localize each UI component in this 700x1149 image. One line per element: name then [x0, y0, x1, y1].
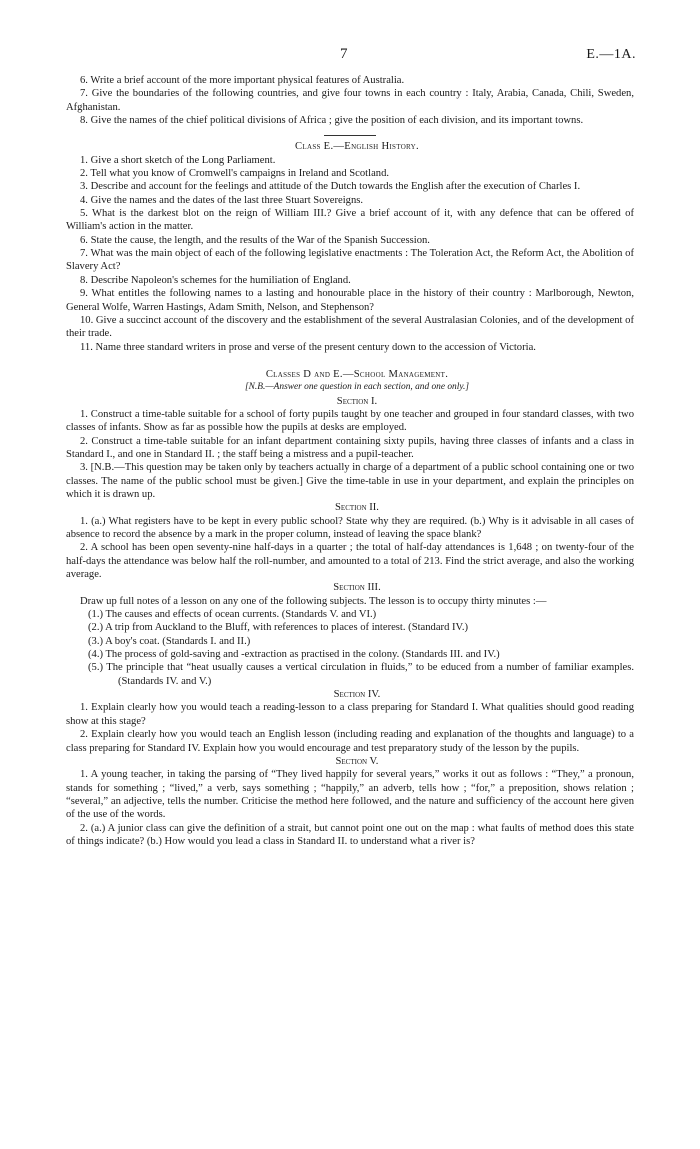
section-heading: Classes D and E.—School Management. — [265, 368, 449, 380]
subsection-title: Section V. — [335, 755, 379, 767]
question: 1. Construct a time-table suitable for a school of forty pupils taught by one teacher and grouped in four standard classes, with two classes of infants. Show as far as possible how the pupils at desks are employed. — [66, 408, 634, 434]
subsection-title: Section III. — [333, 582, 381, 594]
lesson-subject: (3.) A boy's coat. (Standards I. and II.) — [88, 635, 251, 647]
question: 2. Tell what you know of Cromwell's campaigns in Ireland and Scotland. — [80, 168, 390, 180]
question: 1. A young teacher, in taking the parsing of “They lived happily for several years,” works it out as follows : “They,” a pronoun, stands for something ; “lived,” a verb, says something ; “happily,” an adverb, tells how ; “for,” a preposition, shows relation ; “several,” an adjective, tells the number. Criticise the method here followed, and the nature and sufficiency of the account here given of the use of the words. — [66, 769, 634, 821]
question: 11. Name three standard writers in prose and verse of the present century down to the accession of Victoria. — [80, 341, 536, 353]
question: 9. What entitles the following names to a lasting and honourable place in the history of their country : Marlborough, Newton, General Wolfe, Warren Hastings, Adam Smith, Nelson, and Stephenson? — [66, 288, 634, 313]
geography-questions — [66, 74, 634, 127]
question: 6. Write a brief account of the more important physical features of Australia. — [80, 75, 405, 86]
question: 2. (a.) A junior class can give the definition of a strait, but cannot point one out on the map : what faults of method does this state of things indicate? (b.) How would you lead a class in Standard II. to understand what a river is? — [66, 822, 634, 847]
question: 5. What is the darkest blot on the reign of William III.? Give a brief account of it, with any defence that can be offered of William's action in the matter. — [66, 208, 634, 233]
management-section — [66, 368, 634, 848]
page-number: 7 — [340, 46, 348, 62]
question: 6. State the cause, the length, and the results of the War of the Spanish Succession. — [80, 234, 430, 246]
spacer — [66, 354, 634, 368]
lesson-subject: (4.) The process of gold-saving and -extraction as practised in the colony. (Standards III. and IV.) — [88, 649, 500, 661]
question: 3. [N.B.—This question may be taken only by teachers actually in charge of a department of a public school containing one or two classes. The name of the public school must be given.] Give the time-table in use in your department, and explain the principles on which it is drawn up. — [66, 462, 634, 500]
question: 10. Give a succinct account of the discovery and the establishment of the several Australasian Colonies, and of the development of their trade. — [66, 314, 634, 340]
instruction-note: [N.B.—Answer one question in each section, and one only.] — [245, 382, 469, 393]
question: 1. (a.) What registers have to be kept in every public school? State why they are required. (b.) Why is it advisable in all cases of absence to record the absence by a mark in the proper column, instead of leaving the space blank? — [66, 515, 634, 540]
lesson-subject: (5.) The principle that “heat usually causes a vertical circulation in fluids,” to be educed from a number of familiar examples. (Standards IV. and V.) — [88, 662, 634, 687]
question: 8. Describe Napoleon's schemes for the humiliation of England. — [80, 274, 351, 286]
document-body — [66, 74, 634, 848]
divider — [324, 135, 376, 136]
page-header — [66, 48, 634, 66]
lesson-subject: (2.) A trip from Auckland to the Bluff, with references to places of interest. (Standard IV.) — [88, 622, 468, 634]
history-section — [66, 140, 634, 354]
question: Draw up full notes of a lesson on any one of the following subjects. The lesson is to occupy thirty minutes :— — [80, 595, 547, 607]
subsection-title: Section II. — [335, 502, 379, 514]
question: 2. Construct a time-table suitable for an infant department containing sixty pupils, having three classes of infants and a class in Standard I., and one in Standard II. ; the staff being a mistress and a pupil-teacher. — [66, 435, 634, 460]
question: 8. Give the names of the chief political divisions of Africa ; give the position of each division, and its important towns. — [80, 115, 584, 127]
question: 4. Give the names and the dates of the last three Stuart Sovereigns. — [80, 194, 364, 206]
question: 7. Give the boundaries of the following countries, and give four towns in each country : Italy, Arabia, Canada, Chili, Sweden, Afghanistan. — [66, 88, 634, 113]
question: 7. What was the main object of each of the following legislative enactments : The Toleration Act, the Reform Act, the Abolition of Slavery Act? — [66, 248, 634, 273]
question: 2. Explain clearly how you would teach an English lesson (including reading and explanation of the thoughts and language) to a class preparing for Standard IV. Explain how you would encourage and test preparatory study of the lesson by the pupils. — [66, 729, 634, 754]
lesson-subject: (1.) The causes and effects of ocean currents. (Standards V. and VI.) — [88, 609, 377, 621]
question: 1. Give a short sketch of the Long Parliament. — [80, 154, 276, 166]
question: 2. A school has been open seventy-nine half-days in a quarter ; the total of half-day attendances is 1,648 ; on twenty-four of the half-days the attendance was below half the roll-number, and amounted to a total of 213. Find the strict average, and also the working average. — [66, 542, 634, 581]
question: 3. Describe and account for the feelings and attitude of the Dutch towards the English after the execution of Charles I. — [80, 181, 581, 193]
subsection-title: Section IV. — [333, 689, 381, 701]
document-reference: E.—1A. — [586, 47, 636, 62]
question: 1. Explain clearly how you would teach a reading-lesson to a class preparing for Standard I. What qualities should good reading show at this stage? — [66, 702, 634, 727]
section-heading: Class E.—English History. — [295, 141, 419, 153]
subsection-title: Section I. — [336, 395, 378, 407]
